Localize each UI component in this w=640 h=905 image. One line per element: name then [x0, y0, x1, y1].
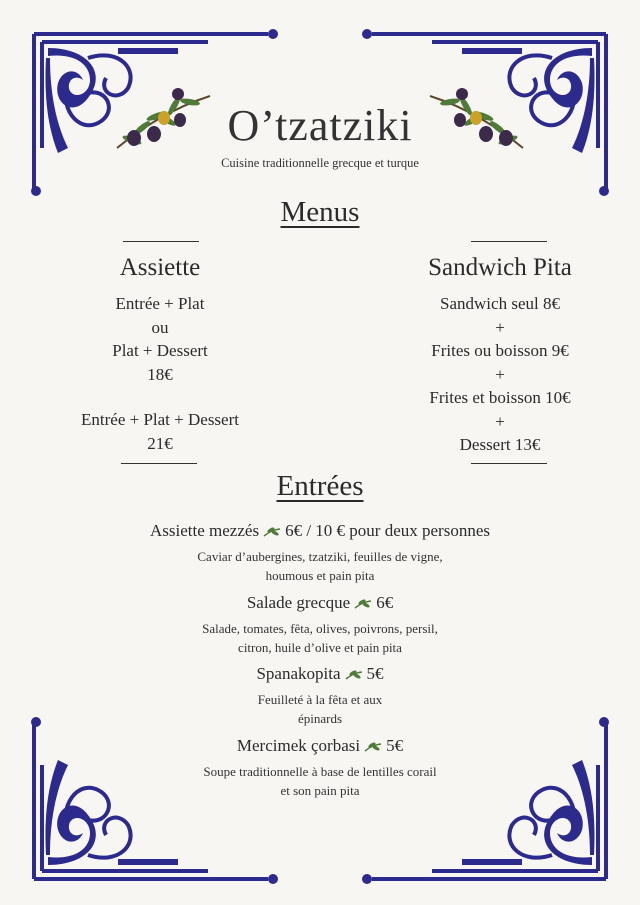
- assiette-menu: [40, 254, 280, 455]
- menu-line: Frites et boisson 10€: [429, 388, 571, 407]
- menu-line: Plat + Dessert: [112, 341, 208, 360]
- sandwich-title: Sandwich Pita: [428, 254, 572, 281]
- menu-line: Dessert 13€: [459, 435, 541, 454]
- dish-description: épinards: [297, 711, 343, 726]
- menu-line: +: [495, 317, 505, 337]
- dish-name: Salade grecque: [246, 593, 351, 612]
- tagline: Cuisine traditionnelle grecque et turque: [221, 156, 419, 170]
- menu-line: +: [495, 411, 505, 431]
- dish-description: citron, huile d’olive et pain pita: [238, 640, 402, 655]
- menu-line: Entrée + Plat + Dessert: [81, 410, 239, 429]
- dish-name: Assiette mezzés: [150, 521, 260, 540]
- dish-price: 5€: [386, 736, 404, 755]
- leaf-icon: [345, 669, 363, 681]
- divider: [123, 241, 199, 242]
- dish-item: [0, 593, 640, 657]
- leaf-icon: [354, 598, 372, 610]
- dish-description: Salade, tomates, fêta, olives, poivrons, persil,: [202, 621, 438, 636]
- dish-price: 6€ / 10 € pour deux personnes: [285, 521, 490, 540]
- entrees-heading: Entrées: [276, 470, 364, 502]
- leaf-icon: [364, 741, 382, 753]
- dish-name: Mercimek çorbasi: [236, 736, 361, 755]
- menu-line: Frites ou boisson 9€: [431, 341, 569, 360]
- dish-description: et son pain pita: [280, 783, 360, 798]
- leaf-icon: [263, 526, 281, 538]
- assiette-title: Assiette: [119, 254, 201, 281]
- dish-description: Feuilleté à la fêta et aux: [257, 692, 383, 707]
- menu-price: 18€: [147, 364, 173, 384]
- divider: [471, 463, 547, 464]
- dish-description: houmous et pain pita: [265, 568, 375, 583]
- divider: [471, 241, 547, 242]
- dish-item: [0, 521, 640, 585]
- dish-item: [0, 736, 640, 800]
- menu-line: ou: [151, 317, 169, 337]
- sandwich-menu: [380, 254, 620, 457]
- dish-price: 6€: [376, 593, 394, 612]
- menu-line: +: [495, 364, 505, 384]
- divider: [121, 463, 197, 464]
- menu-line: Sandwich seul 8€: [440, 294, 560, 313]
- dish-item: [0, 664, 640, 728]
- menu-line: Entrée + Plat: [115, 294, 205, 313]
- dish-description: Soupe traditionnelle à base de lentilles corail: [203, 764, 437, 779]
- restaurant-name: O’tzatziki: [227, 101, 413, 150]
- dish-price: 5€: [366, 664, 384, 683]
- menus-heading: Menus: [280, 196, 360, 228]
- dish-name: Spanakopita: [256, 664, 341, 683]
- menu-price: 21€: [147, 433, 173, 453]
- dish-description: Caviar d’aubergines, tzatziki, feuilles de vigne,: [197, 549, 443, 564]
